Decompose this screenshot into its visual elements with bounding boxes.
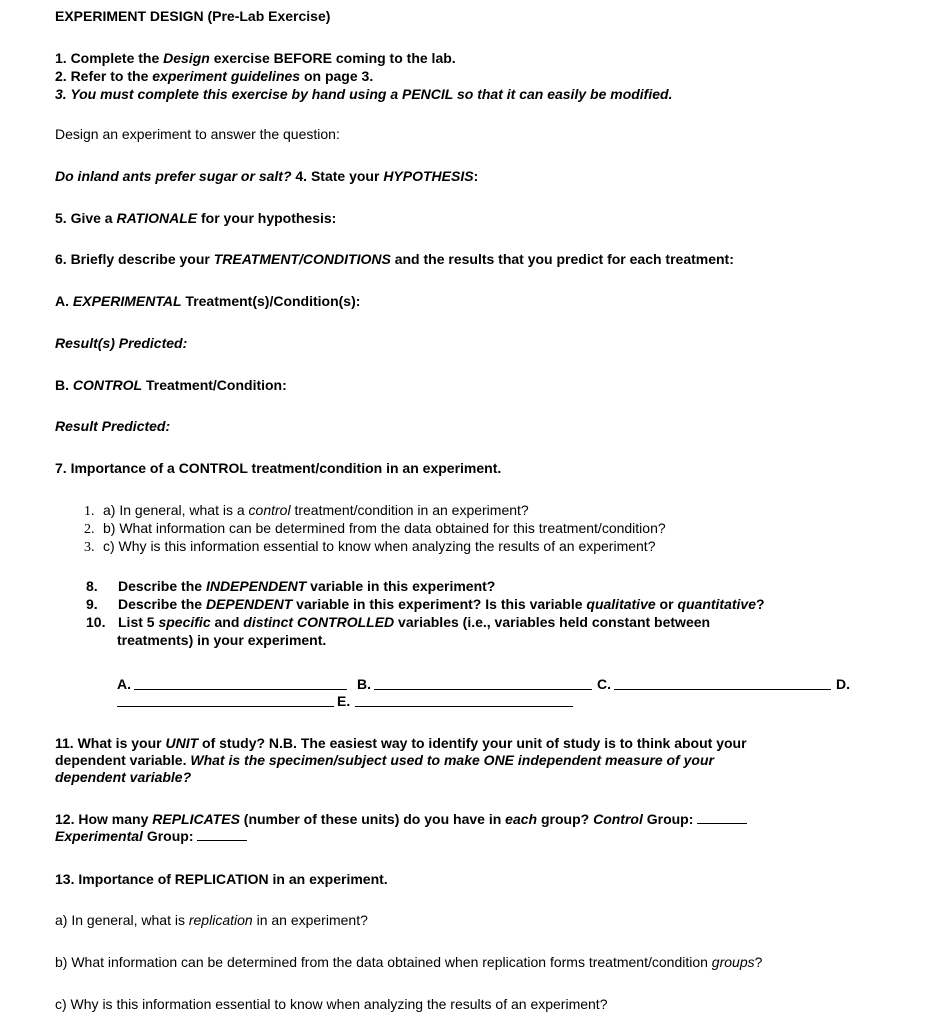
q9-number: 9. <box>86 596 98 612</box>
question-5 <box>55 210 336 227</box>
q5-part: 5. Give a <box>55 210 117 226</box>
question-11-line2 <box>55 752 714 769</box>
question-6a <box>55 293 360 310</box>
controlled-label: A. <box>117 676 131 692</box>
list-item <box>84 520 666 538</box>
q10-emph: CONTROLLED <box>296 614 395 630</box>
q12-emph: Control <box>593 811 643 827</box>
instruction-2-part: on page 3. <box>300 68 374 84</box>
question-11 <box>55 735 747 752</box>
controlled-var-c-blank[interactable] <box>614 677 831 690</box>
q12-part: Group: <box>642 811 698 827</box>
instruction-2 <box>55 68 373 85</box>
controlled-label: E. <box>337 693 351 709</box>
controlled-var-e <box>337 693 350 710</box>
q6a-emph: EXPERIMENTAL <box>72 293 182 309</box>
q4-part: : <box>473 168 479 184</box>
q5-emph: RATIONALE <box>116 210 198 226</box>
controlled-var-e-blank[interactable] <box>355 694 573 707</box>
q9-part: variable in this experiment? Is this variable <box>292 596 587 612</box>
q8-number: 8. <box>86 578 98 594</box>
list-number: 1. <box>84 504 95 519</box>
controlled-var-b-blank[interactable] <box>374 677 592 690</box>
list-item <box>84 538 656 556</box>
q10-part: List 5 <box>118 614 159 630</box>
q6a-part: A. <box>55 293 73 309</box>
controlled-var-a-blank[interactable] <box>134 677 347 690</box>
q10-emph: distinct <box>243 614 294 630</box>
instruction-1 <box>55 50 456 67</box>
q11-part: 11. What is your <box>55 735 166 751</box>
q11-part: of study? N.B. The easiest way to identify your unit of study is to think about your <box>198 735 747 751</box>
question-13b <box>55 954 762 971</box>
q6-emph: TREATMENT/CONDITIONS <box>213 251 391 267</box>
q8-part: variable in this experiment? <box>306 578 496 594</box>
question-13: 13. Importance of REPLICATION in an experiment. <box>55 871 388 887</box>
instruction-1-part: 1. Complete the <box>55 50 164 66</box>
question-10-line2: treatments) in your experiment. <box>117 632 327 648</box>
question-9 <box>86 596 765 613</box>
research-question <box>55 168 478 185</box>
question-7: 7. Importance of a CONTROL treatment/condition in an experiment. <box>55 460 502 476</box>
q12-emph: Experimental <box>55 828 143 844</box>
controlled-label: C. <box>597 676 611 692</box>
q5-part: for your hypothesis: <box>197 210 337 226</box>
q9-emph: qualitative <box>586 596 656 612</box>
question-13c: c) Why is this information essential to know when analyzing the results of an experiment? <box>55 996 608 1012</box>
question-12 <box>55 811 747 828</box>
list-number: 3. <box>84 540 95 555</box>
instruction-3: 3. You must complete this exercise by hand using a PENCIL so that it can easily be modified. <box>55 86 673 102</box>
q6b-part: Treatment/Condition: <box>142 377 287 393</box>
q6a-part: Treatment(s)/Condition(s): <box>181 293 361 309</box>
q8-emph: INDEPENDENT <box>205 578 307 594</box>
q6b-emph: CONTROL <box>72 377 143 393</box>
question-8 <box>86 578 495 595</box>
q10-part: variables (i.e., variables held constant between <box>394 614 711 630</box>
list-text: treatment/condition in an experiment? <box>290 502 529 518</box>
q9-part: ? <box>756 596 765 612</box>
list-text: c) Why is this information essential to know when analyzing the results of an experiment? <box>103 538 656 554</box>
q13a-part: a) In general, what is <box>55 912 189 928</box>
list-item <box>84 502 529 520</box>
q10-part: and <box>210 614 244 630</box>
controlled-var-d <box>836 676 850 693</box>
list-text: b) What information can be determined from the data obtained for this treatment/condition? <box>103 520 666 536</box>
question-6 <box>55 251 734 268</box>
q12-part: (number of these units) do you have in <box>239 811 506 827</box>
q4-part: 4. State your <box>291 168 384 184</box>
q9-emph: quantitative <box>677 596 757 612</box>
page-title: EXPERIMENT DESIGN (Pre-Lab Exercise) <box>55 8 331 24</box>
q12-part: group? <box>537 811 594 827</box>
q4-emph: HYPOTHESIS <box>383 168 474 184</box>
question-11-line3: dependent variable? <box>55 769 192 785</box>
list-text: a) In general, what is a <box>103 502 249 518</box>
q9-part: or <box>655 596 678 612</box>
q9-part: Describe the <box>118 596 206 612</box>
q10-emph: specific <box>158 614 211 630</box>
q10-number: 10. <box>86 614 106 630</box>
design-prompt: Design an experiment to answer the question: <box>55 126 340 142</box>
q11-emph: What is the specimen/subject used to make ONE independent measure of your <box>190 752 714 768</box>
instruction-1-emph: Design <box>163 50 210 66</box>
q13a-emph: replication <box>188 912 253 928</box>
control-group-blank[interactable] <box>697 811 747 824</box>
controlled-var-d-blank[interactable] <box>117 694 334 707</box>
q6-part: 6. Briefly describe your <box>55 251 214 267</box>
q13b-part: ? <box>754 954 763 970</box>
q13b-emph: groups <box>711 954 755 970</box>
q12-part: 12. How many <box>55 811 153 827</box>
q12-part: Group: <box>142 828 198 844</box>
q6b-part: B. <box>55 377 73 393</box>
question-13a <box>55 912 368 929</box>
q13b-part: b) What information can be determined from the data obtained when replication forms treatment/condition <box>55 954 712 970</box>
list-emph: control <box>248 502 291 518</box>
instruction-1-part: exercise BEFORE coming to the lab. <box>209 50 456 66</box>
question-text: Do inland ants prefer sugar or salt? <box>55 168 292 184</box>
q6-part: and the results that you predict for each treatment: <box>390 251 734 267</box>
instruction-2-emph: experiment guidelines <box>152 68 301 84</box>
q13a-part: in an experiment? <box>252 912 368 928</box>
experimental-group-blank[interactable] <box>197 828 247 841</box>
instruction-2-part: 2. Refer to the <box>55 68 153 84</box>
question-6b <box>55 377 287 394</box>
q8-part: Describe the <box>118 578 206 594</box>
controlled-label: B. <box>357 676 371 692</box>
q11-part: dependent variable. <box>55 752 191 768</box>
controlled-var-b <box>357 676 371 693</box>
controlled-var-c <box>597 676 611 693</box>
list-number: 2. <box>84 522 95 537</box>
controlled-var-a <box>117 676 131 693</box>
q9-emph: DEPENDENT <box>205 596 293 612</box>
question-12-line2 <box>55 828 247 845</box>
result-predicted-a: Result(s) Predicted: <box>55 335 188 351</box>
q12-emph: each <box>505 811 538 827</box>
result-predicted-b: Result Predicted: <box>55 418 171 434</box>
question-10 <box>86 614 710 631</box>
q12-emph: REPLICATES <box>152 811 240 827</box>
controlled-label: D. <box>836 676 850 692</box>
q11-emph: UNIT <box>165 735 199 751</box>
